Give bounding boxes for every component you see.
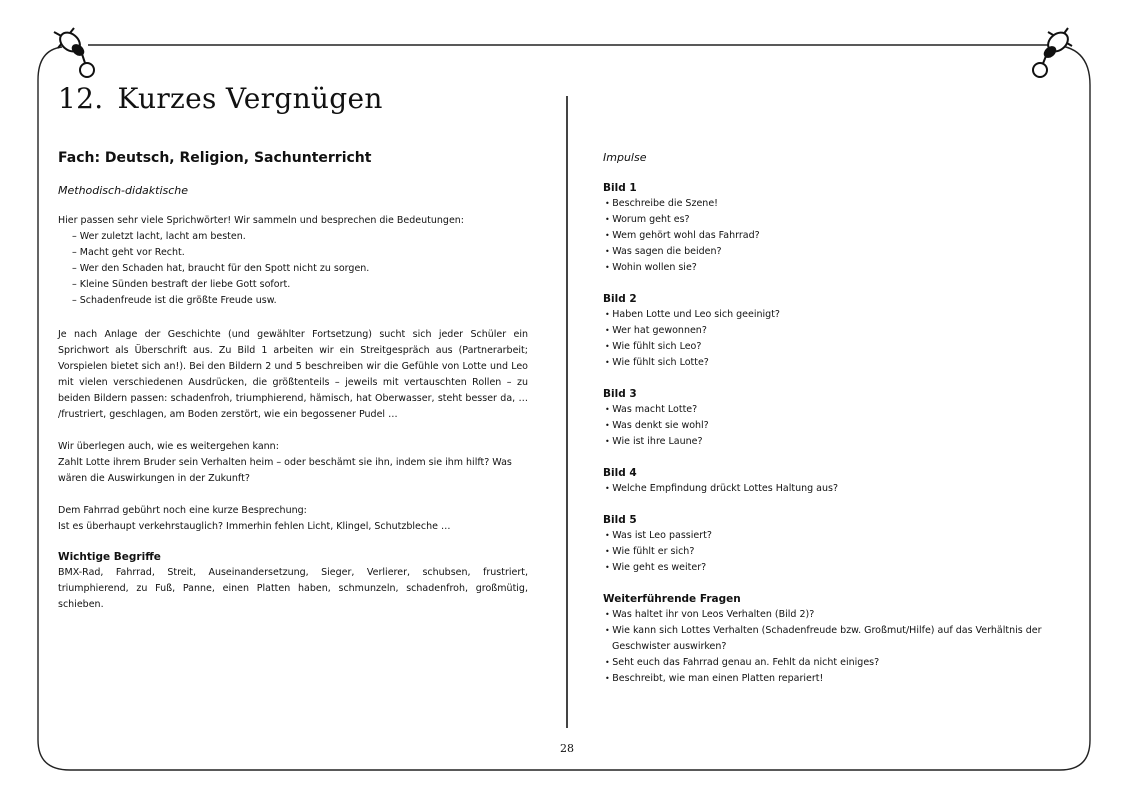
impulse-section-title: Weiterführende Fragen bbox=[603, 593, 741, 605]
impulse-section-title: Bild 1 bbox=[603, 182, 637, 194]
impulse-question: • Seht euch das Fahrrad genau an. Fehlt da nicht einiges? bbox=[605, 655, 1083, 671]
impulse-question: • Haben Lotte und Leo sich geeinigt? bbox=[605, 307, 1083, 323]
proverb-item: – Macht geht vor Recht. bbox=[72, 245, 528, 261]
impulse-section-title: Bild 5 bbox=[603, 514, 637, 526]
impulse-question: • Wohin wollen sie? bbox=[605, 260, 1083, 276]
impulse-section-title: Bild 4 bbox=[603, 467, 637, 479]
paragraph-bike-intro: Dem Fahrrad gebührt noch eine kurze Besprechung: bbox=[58, 505, 307, 516]
impulse-question: • Wie fühlt er sich? bbox=[605, 544, 1083, 560]
impulse-question-list bbox=[603, 481, 1083, 497]
impulse-question: • Was denkt sie wohl? bbox=[605, 418, 1083, 434]
subject-heading: Fach: Deutsch, Religion, Sachunterricht bbox=[58, 150, 372, 166]
impulse-question-list bbox=[603, 307, 1083, 371]
impulse-question: • Was sagen die beiden? bbox=[605, 244, 1083, 260]
impulse-question: • Wie ist ihre Laune? bbox=[605, 434, 1083, 450]
impulse-question-list bbox=[603, 607, 1083, 687]
impulse-question: • Wie fühlt sich Leo? bbox=[605, 339, 1083, 355]
intro-text: Hier passen sehr viele Sprichwörter! Wir sammeln und besprechen die Bedeutungen: bbox=[58, 215, 465, 226]
proverb-item: – Wer den Schaden hat, braucht für den Spott nicht zu sorgen. bbox=[72, 261, 528, 277]
impulse-section-title: Bild 2 bbox=[603, 293, 637, 305]
proverb-item: – Schadenfreude ist die größte Freude usw. bbox=[72, 293, 528, 309]
impulse-question: • Was ist Leo passiert? bbox=[605, 528, 1083, 544]
pushpin-right-icon bbox=[1010, 14, 1090, 84]
impulse-question: • Worum geht es? bbox=[605, 212, 1083, 228]
impulse-question: • Was haltet ihr von Leos Verhalten (Bild 2)? bbox=[605, 607, 1083, 623]
chapter-title-text: Kurzes Vergnügen bbox=[117, 82, 383, 115]
right-column bbox=[603, 145, 1083, 687]
pushpin-left-icon bbox=[40, 14, 110, 84]
proverb-item: – Wer zuletzt lacht, lacht am besten. bbox=[72, 229, 528, 245]
impulse-question: • Welche Empfindung drückt Lottes Haltung aus? bbox=[605, 481, 1083, 497]
paragraph-continuation-question: Wir überlegen auch, wie es weitergehen kann: bbox=[58, 441, 279, 452]
paragraph-discussion: Je nach Anlage der Geschichte (und gewählter Fortsetzung) sucht sich jeder Schüler ein Sprichwort als Überschrift aus. Zu Bild 1 arbeiten wir ein Streitgespräch aus (Partnerarbeit; Vorspielen bietet sich an!). Bei den Bildern 2 und 5 beschreiben wir die Gefühle von Lotte und Leo mit vielen verschiedenen Ausdrücken, die größtenteils – jeweils mit vertauschten Rollen – zu beiden Bildern passen: schadenfroh, triumphierend, hämisch, hat Oberwasser, steht besser da, … /frustriert, geschlagen, am Boden zerstört, wie ein begossener Pudel … bbox=[58, 329, 528, 420]
impulse-question-list bbox=[603, 528, 1083, 576]
paragraph-bike-text: Ist es überhaupt verkehrstauglich? Immerhin fehlen Licht, Klingel, Schutzbleche … bbox=[58, 521, 451, 532]
proverb-list bbox=[58, 229, 528, 309]
impulse-question: • Wer hat gewonnen? bbox=[605, 323, 1083, 339]
impulse-question: • Beschreibe die Szene! bbox=[605, 196, 1083, 212]
proverb-item: – Kleine Sünden bestraft der liebe Gott sofort. bbox=[72, 277, 528, 293]
page-number: 28 bbox=[560, 742, 574, 755]
chapter-title bbox=[58, 82, 383, 115]
impulse-question: • Wie fühlt sich Lotte? bbox=[605, 355, 1083, 371]
impulse-question: • Wie kann sich Lottes Verhalten (Schadenfreude bzw. Großmut/Hilfe) auf das Verhältnis der Geschwister auswirken? bbox=[605, 623, 1083, 655]
paragraph-continuation-text: Zahlt Lotte ihrem Bruder sein Verhalten heim – oder beschämt sie ihn, indem sie ihm hilft? Was wären die Auswirkungen in der Zukunft? bbox=[58, 457, 512, 484]
chapter-number: 12. bbox=[58, 82, 104, 115]
impulse-question: • Beschreibt, wie man einen Platten repariert! bbox=[605, 671, 1083, 687]
impulse-section-title: Bild 3 bbox=[603, 388, 637, 400]
impulse-question: • Wie geht es weiter? bbox=[605, 560, 1083, 576]
impulse-question: • Wem gehört wohl das Fahrrad? bbox=[605, 228, 1083, 244]
left-column bbox=[58, 145, 528, 613]
terms-text: BMX-Rad, Fahrrad, Streit, Auseinandersetzung, Sieger, Verlierer, schubsen, frustriert, triumphierend, zu Fuß, Panne, einen Platten haben, schmunzeln, schadenfroh, großmütig, schieben. bbox=[58, 567, 528, 610]
impulse-question-list bbox=[603, 196, 1083, 276]
impulse-sections bbox=[603, 180, 1083, 687]
column-divider bbox=[566, 96, 568, 728]
impulse-label: Impulse bbox=[603, 151, 647, 164]
impulse-question-list bbox=[603, 402, 1083, 450]
terms-heading: Wichtige Begriffe bbox=[58, 551, 161, 563]
methodik-label: Methodisch-didaktische bbox=[58, 184, 189, 197]
impulse-question: • Was macht Lotte? bbox=[605, 402, 1083, 418]
